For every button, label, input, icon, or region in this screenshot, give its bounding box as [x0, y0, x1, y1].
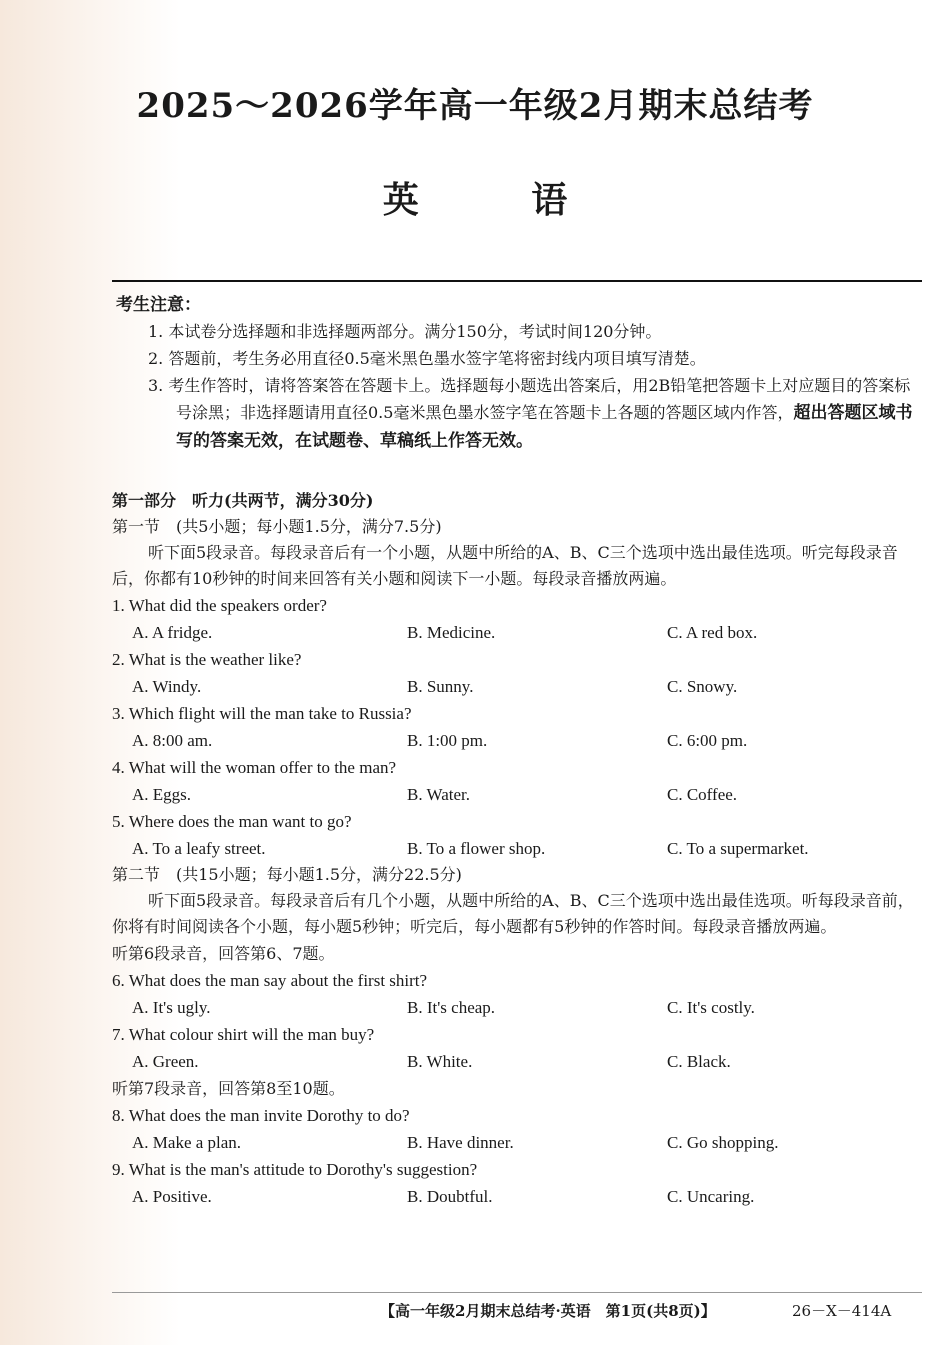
section1-heading: 第一节 (共5小题；每小题1.5分，满分7.5分) — [112, 517, 442, 536]
option-b: B. 1:00 pm. — [407, 731, 488, 750]
page-footer: 【高一年级2月期末总结考·英语 第1页(共8页)】 — [380, 1302, 716, 1320]
option-a: A. Windy. — [132, 677, 202, 696]
question-options — [112, 1183, 927, 1210]
option-b: B. White. — [407, 1052, 473, 1071]
section2-instructions: 听下面5段录音。每段录音后有几个小题，从题中所给的A、B、C三个选项中选出最佳选项。听每段录音前，你将有时间阅读各个小题，每小题5秒钟；听完后，每小题都有5秒钟的作答时间。每段录音播放两遍。 — [112, 891, 914, 936]
option-b: B. Medicine. — [407, 623, 496, 642]
notice-item-3-text: 3. 考生作答时，请将答案答在答题卡上。选择题每小题选出答案后，用2B铅笔把答题卡上对应题目的答案标号涂黑；非选择题请用直径0.5毫米黑色墨水签字笔在答题卡上各题的答题区域内作答， — [148, 376, 911, 422]
option-a: A. Make a plan. — [132, 1133, 242, 1152]
question-6 — [112, 967, 927, 1021]
exam-title: 2025～2026学年高一年级2月期末总结考 — [136, 86, 814, 126]
option-c: C. Uncaring. — [667, 1187, 755, 1206]
option-c: C. Go shopping. — [667, 1133, 779, 1152]
question-1 — [112, 592, 927, 646]
question-stem: 5. Where does the man want to go? — [112, 812, 352, 831]
question-stem: 9. What is the man's attitude to Dorothy's suggestion? — [112, 1160, 478, 1179]
option-a: A. Green. — [132, 1052, 199, 1071]
listening-7-prompt: 听第7段录音，回答第8至10题。 — [112, 1079, 345, 1098]
question-7 — [112, 1021, 927, 1075]
question-stem: 2. What is the weather like? — [112, 650, 302, 669]
option-c: C. Coffee. — [667, 785, 738, 804]
question-options — [112, 619, 927, 646]
question-stem: 1. What did the speakers order? — [112, 596, 327, 615]
option-c: C. Snowy. — [667, 677, 738, 696]
option-c: C. Black. — [667, 1052, 731, 1071]
question-options — [112, 673, 927, 700]
option-a: A. Eggs. — [132, 785, 192, 804]
option-b: B. Have dinner. — [407, 1133, 514, 1152]
part1-heading: 第一部分 听力(共两节，满分30分) — [112, 491, 374, 510]
footer-rule — [112, 1292, 922, 1293]
notice-heading: 考生注意： — [116, 295, 201, 315]
question-options — [112, 994, 927, 1021]
question-5 — [112, 808, 927, 862]
notice-item-1: 1. 本试卷分选择题和非选择题两部分。满分150分，考试时间120分钟。 — [148, 322, 662, 341]
exam-code: 26－X－414A — [792, 1302, 892, 1320]
question-4 — [112, 754, 927, 808]
option-a: A. Positive. — [132, 1187, 212, 1206]
option-b: B. Water. — [407, 785, 471, 804]
option-a: A. It's ugly. — [132, 998, 211, 1017]
notice-item-3 — [118, 372, 923, 455]
option-a: A. A fridge. — [132, 623, 213, 642]
option-a: A. 8:00 am. — [132, 731, 213, 750]
question-stem: 7. What colour shirt will the man buy? — [112, 1025, 375, 1044]
question-stem: 3. Which flight will the man take to Russia? — [112, 704, 412, 723]
subject-title: 英 语 — [382, 179, 618, 221]
question-2 — [112, 646, 927, 700]
question-options — [112, 727, 927, 754]
question-options — [112, 1129, 927, 1156]
notice-emphasis: 超出答题区域书写的答案无效，在试题卷、草稿纸上作答无效。 — [176, 403, 913, 451]
option-a: A. To a leafy street. — [132, 839, 266, 858]
question-options — [112, 835, 927, 862]
option-c: C. 6:00 pm. — [667, 731, 748, 750]
option-b: B. To a flower shop. — [407, 839, 546, 858]
option-b: B. Doubtful. — [407, 1187, 493, 1206]
option-b: B. It's cheap. — [407, 998, 496, 1017]
question-stem: 4. What will the woman offer to the man? — [112, 758, 397, 777]
notice-item-2: 2. 答题前，考生务必用直径0.5毫米黑色墨水签字笔将密封线内项目填写清楚。 — [148, 349, 706, 368]
part-one-listening — [112, 488, 927, 1210]
listening-6-prompt: 听第6段录音，回答第6、7题。 — [112, 944, 335, 963]
question-options — [112, 781, 927, 808]
notice-block — [118, 318, 923, 455]
question-3 — [112, 700, 927, 754]
question-8 — [112, 1102, 927, 1156]
question-stem: 8. What does the man invite Dorothy to do? — [112, 1106, 410, 1125]
option-b: B. Sunny. — [407, 677, 474, 696]
question-stem: 6. What does the man say about the first shirt? — [112, 971, 428, 990]
section2-heading: 第二节 (共15小题；每小题1.5分，满分22.5分) — [112, 865, 462, 884]
question-options — [112, 1048, 927, 1075]
option-c: C. A red box. — [667, 623, 758, 642]
option-c: C. It's costly. — [667, 998, 755, 1017]
section1-instructions: 听下面5段录音。每段录音后有一个小题，从题中所给的A、B、C三个选项中选出最佳选项。听完每段录音后，你都有10秒钟的时间来回答有关小题和阅读下一小题。每段录音播放两遍。 — [112, 543, 898, 588]
header-rule — [112, 280, 922, 282]
question-9 — [112, 1156, 927, 1210]
option-c: C. To a supermarket. — [667, 839, 809, 858]
